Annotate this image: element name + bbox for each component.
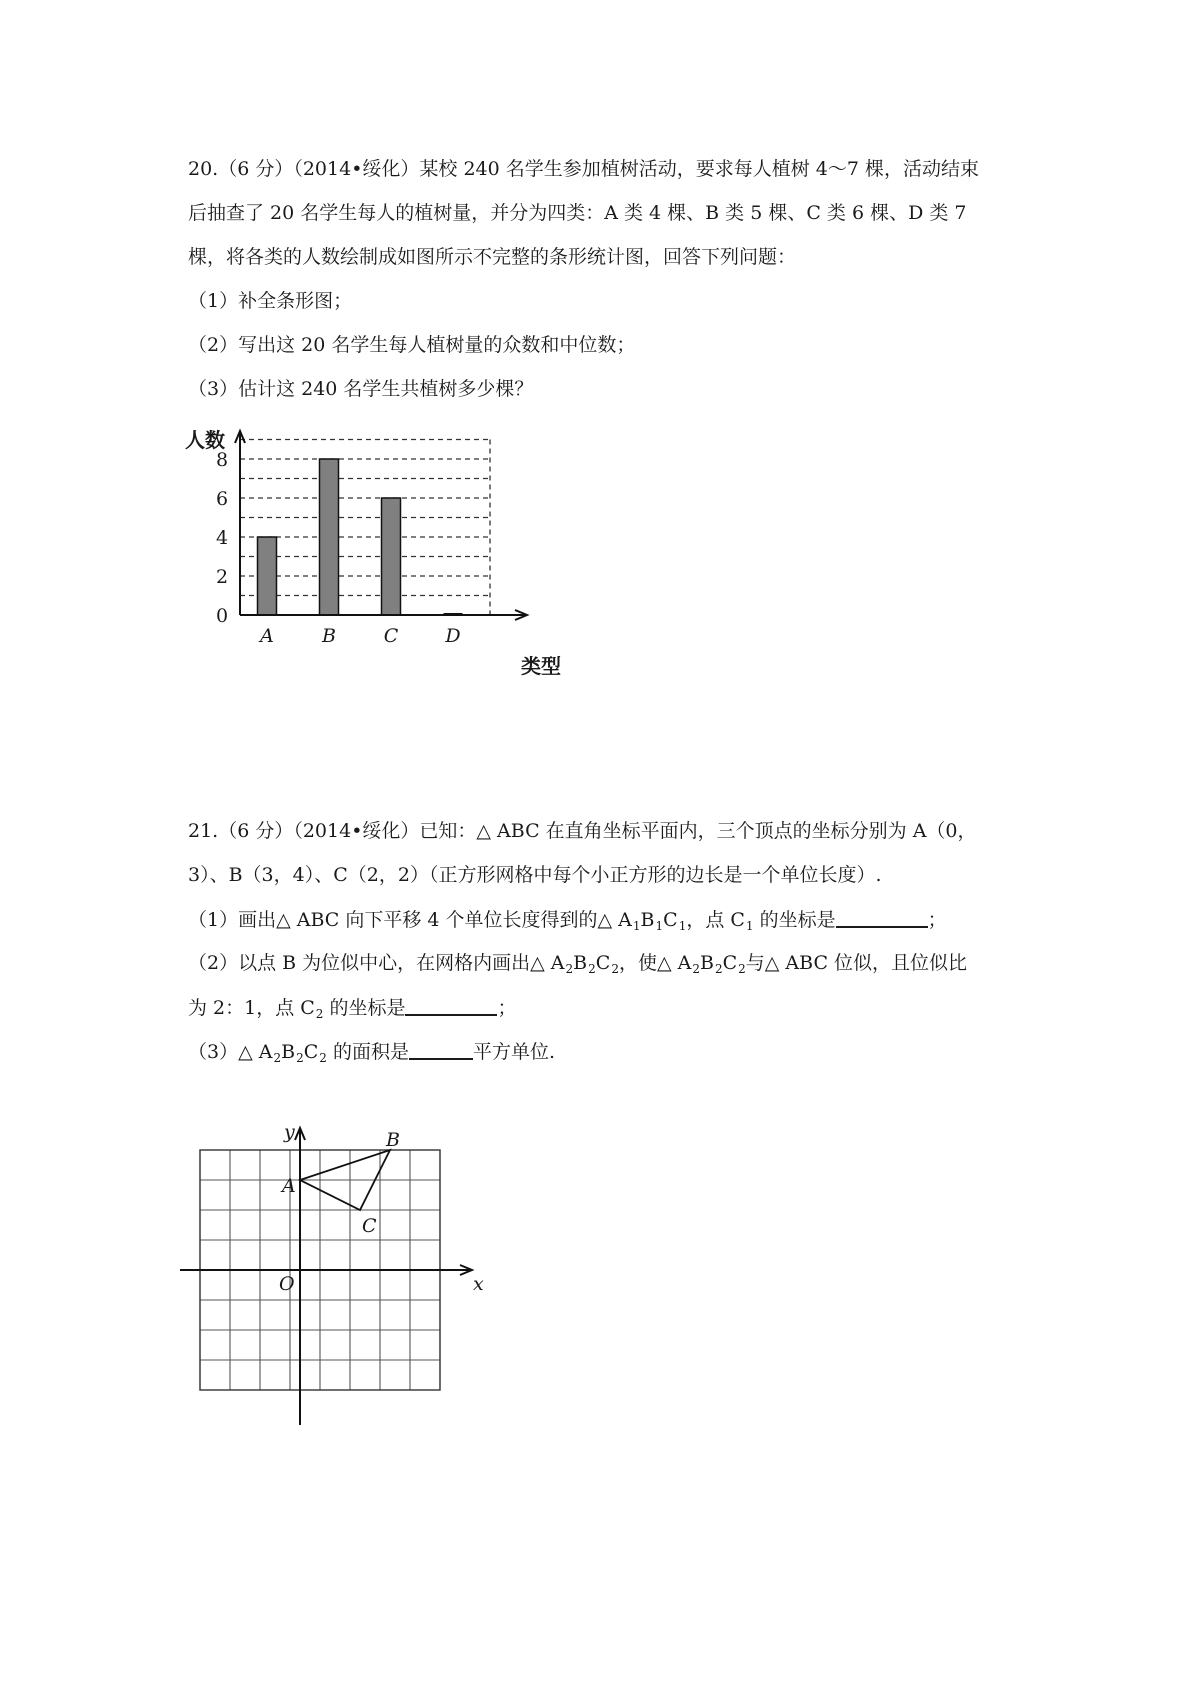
y-axis-label: y (284, 1121, 295, 1143)
y-tick-label: 8 (215, 449, 229, 471)
q20-line-3: 棵，将各类的人数绘制成如图所示不完整的条形统计图，回答下列问题： (188, 246, 797, 268)
bar-C (382, 498, 401, 615)
q21-part-1: （1）画出△ ABC 向下平移 4 个单位长度得到的△ $A_1B_1C_1$，点 $C_1$ 的坐标是 ； (188, 909, 947, 933)
answer-blank-c2[interactable] (405, 996, 497, 1016)
bar-B (320, 459, 339, 615)
q20-part-1: （1）补全条形图； (188, 290, 353, 312)
chart-y-axis-label: 人数 (185, 428, 225, 452)
q20-part-2: （2）写出这 20 名学生每人植树量的众数和中位数； (188, 334, 636, 356)
x-axis-label: x (473, 1273, 484, 1295)
coordinate-grid-figure (180, 1110, 500, 1430)
origin-label: O (279, 1273, 295, 1295)
x-tick-label: D (445, 625, 461, 647)
bar-chart (180, 425, 600, 685)
chart-grid (240, 440, 490, 616)
q20-line-2: 后抽查了 20 名学生每人的植树量，并分为四类：A 类 4 棵、B 类 5 棵、C 类 6 棵、D 类 7 (188, 202, 967, 224)
y-tick-label: 4 (215, 527, 229, 549)
grid-labels (279, 1121, 484, 1295)
x-tick-label: A (260, 625, 274, 647)
chart-x-axis-label: 类型 (521, 654, 561, 678)
answer-blank-area[interactable] (409, 1040, 473, 1060)
q21-part-2: （2）以点 B 为位似中心，在网格内画出△ $A_2B_2C_2$，使△ $A_2B_2C_2$与△ ABC 位似，且位似比 (188, 952, 968, 976)
q21-part-3: （3）△ $A_2B_2C_2$ 的面积是 平方单位. (188, 1041, 555, 1065)
y-tick-label: 0 (215, 605, 229, 627)
x-tick-label: B (322, 625, 336, 647)
bar-A (258, 537, 277, 615)
vertex-label-C: C (362, 1215, 377, 1237)
y-tick-label: 2 (215, 566, 229, 588)
q20-line-1: 20.（6 分）（2014•绥化）某校 240 名学生参加植树活动，要求每人植树 4～7 棵，活动结束 (188, 158, 980, 180)
x-tick-label: C (383, 625, 399, 647)
vertex-label-A: A (282, 1175, 296, 1197)
grid-axes (180, 1128, 472, 1425)
q21-line-1: 21.（6 分）（2014•绥化）已知：△ ABC 在直角坐标平面内，三个顶点的坐标分别为 A（0， (188, 820, 977, 842)
q21-part-2-cont: 为 2：1，点 $C_2$ 的坐标是 ； (188, 997, 517, 1021)
q21-line-2: 3）、B（3，4）、C（2，2）（正方形网格中每个小正方形的边长是一个单位长度）. (188, 864, 882, 886)
vertex-label-B: B (386, 1129, 400, 1151)
y-tick-label: 6 (215, 488, 229, 510)
q20-part-3: （3）估计这 240 名学生共植树多少棵？ (188, 378, 534, 400)
answer-blank-c1[interactable] (836, 908, 928, 928)
